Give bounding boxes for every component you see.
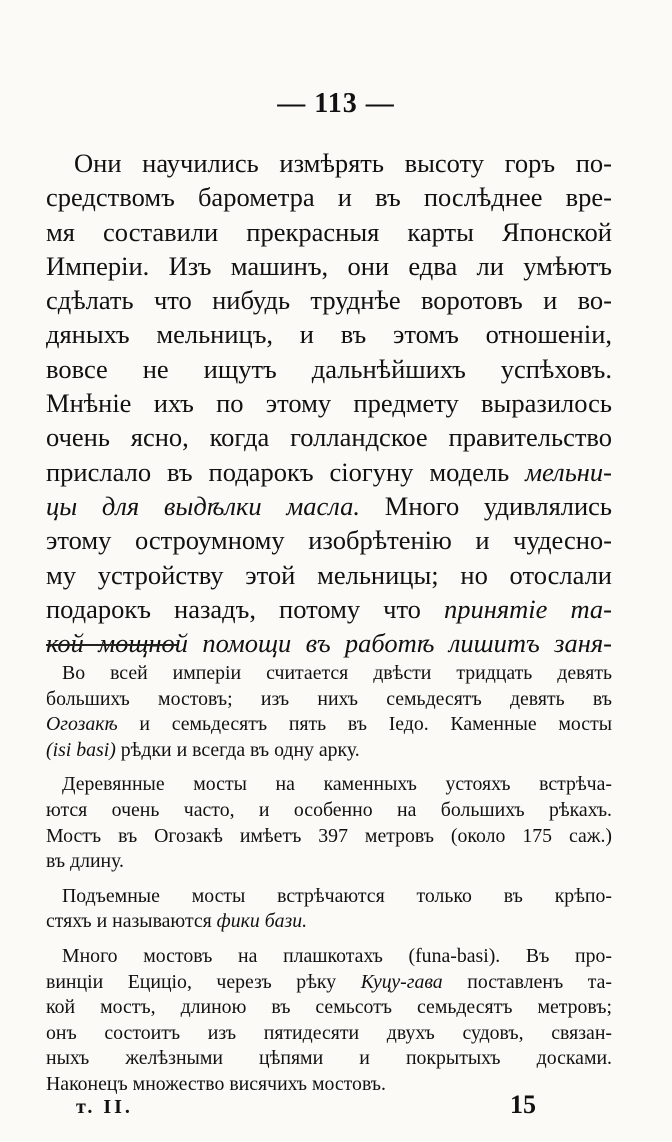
text-run: и семьдесятъ пять въ Іедо. Каменные мосты xyxy=(117,713,612,736)
text-run: Во всей имперіи считается двѣсти тридцать девять xyxy=(62,662,612,684)
text-line xyxy=(46,909,612,935)
text-line xyxy=(46,215,612,249)
text-run: Наконецъ множество висячихъ мостовъ. xyxy=(46,1072,386,1095)
text-run: онъ состоитъ изъ пятидесяти двухъ судовъ, связан- xyxy=(46,1021,612,1044)
page-footer xyxy=(0,1092,672,1122)
text-run: винціи Ециціо, черезъ рѣку xyxy=(46,970,361,993)
text-run: въ длину. xyxy=(46,850,124,873)
text-line xyxy=(46,489,612,523)
footnote-separator-rule xyxy=(46,644,178,646)
footnote-paragraph xyxy=(46,944,612,1098)
text-run: Мнѣніе ихъ по этому предмету выразилось xyxy=(46,388,612,419)
text-line xyxy=(46,283,612,317)
text-run: ются очень часто, и особенно на большихъ рѣкахъ. xyxy=(46,798,612,821)
text-line xyxy=(46,523,612,557)
text-line xyxy=(46,592,612,626)
text-line xyxy=(46,146,612,180)
text-line xyxy=(46,455,612,489)
text-run: Мостъ въ Огозакѣ имѣетъ 397 метровъ (около 175 саж.) xyxy=(46,824,612,847)
page-number: — 113 — xyxy=(277,88,395,119)
text-line xyxy=(46,824,612,850)
main-text-block xyxy=(46,146,612,660)
text-run: Много удивлялись xyxy=(360,490,613,521)
text-run: прислало въ подарокъ сіогуну модель xyxy=(46,456,526,487)
text-line xyxy=(46,558,612,592)
text-line xyxy=(46,798,612,824)
text-run: стяхъ и называются xyxy=(46,910,217,933)
text-line xyxy=(46,944,612,970)
text-run: мя составили прекрасныя карты Японской xyxy=(46,216,612,247)
italic-text-run: кой мощной помощи въ работѣ лишитъ заня- xyxy=(46,628,612,659)
text-line xyxy=(46,738,612,764)
text-run: поставленъ та- xyxy=(442,970,612,993)
italic-text-run: принятіе та- xyxy=(443,593,612,624)
footnote-paragraph xyxy=(46,884,612,935)
text-line xyxy=(46,420,612,454)
text-run: му устройству этой мельницы; но отослали xyxy=(46,559,612,590)
footnote-paragraph xyxy=(46,772,612,874)
text-line xyxy=(46,849,612,875)
footnote-paragraph xyxy=(46,661,612,763)
italic-text-run: Огозакѣ xyxy=(46,713,118,736)
text-run: кой мостъ, длиною въ семьсотъ семьдесятъ метровъ; xyxy=(46,996,612,1019)
text-line xyxy=(46,386,612,420)
italic-text-run: Куцу-гава xyxy=(360,970,443,993)
text-line xyxy=(46,661,612,687)
italic-text-run: цы для выдѣлки масла. xyxy=(46,490,361,521)
footnotes-block xyxy=(46,661,612,1107)
text-run: Они научились измѣрять высоту горъ по- xyxy=(74,148,612,178)
text-line xyxy=(46,249,612,283)
text-line xyxy=(46,995,612,1021)
text-line xyxy=(46,772,612,798)
text-run: подарокъ назадъ, потому что xyxy=(46,593,444,624)
text-run: вовсе не ищутъ дальнѣйшихъ успѣховъ. xyxy=(46,353,612,384)
volume-signature: т. II. xyxy=(76,1096,133,1118)
text-run: рѣдки и всегда въ одну арку. xyxy=(115,738,360,761)
text-line xyxy=(46,352,612,386)
text-line xyxy=(46,180,612,214)
text-line xyxy=(46,970,612,996)
text-line xyxy=(46,687,612,713)
text-line xyxy=(46,317,612,351)
text-run: средствомъ барометра и въ послѣднее вре- xyxy=(46,182,612,213)
text-run: этому остроумному изобрѣтенію и чудесно- xyxy=(46,525,612,556)
text-run: Имперіи. Изъ машинъ, они едва ли умѣютъ xyxy=(46,250,612,281)
text-run: сдѣлать что нибудь труднѣе воротовъ и во- xyxy=(46,285,612,316)
text-run: Много мостовъ на плашкотахъ (funa-basi). Въ про- xyxy=(62,944,612,967)
text-run: Подъемные мосты встрѣчаются только въ крѣпо- xyxy=(62,884,612,907)
text-run: большихъ мостовъ; изъ нихъ семьдесятъ девять въ xyxy=(46,687,612,710)
text-line xyxy=(46,1021,612,1047)
text-line xyxy=(46,712,612,738)
text-line xyxy=(46,884,612,910)
sheet-number: 15 xyxy=(510,1090,536,1119)
italic-text-run: фики бази. xyxy=(216,910,308,933)
italic-text-run: мельни- xyxy=(525,456,612,487)
text-run: ныхъ желѣзными цѣпями и покрытыхъ досками. xyxy=(46,1047,612,1070)
text-run: очень ясно, когда голландское правительство xyxy=(46,422,612,453)
text-line xyxy=(46,1046,612,1072)
text-run: дяныхъ мельницъ, и въ этомъ отношеніи, xyxy=(46,319,612,350)
italic-text-run: (isi basi) xyxy=(46,738,116,761)
text-run: Деревянные мосты на каменныхъ устояхъ встрѣча- xyxy=(62,773,612,796)
